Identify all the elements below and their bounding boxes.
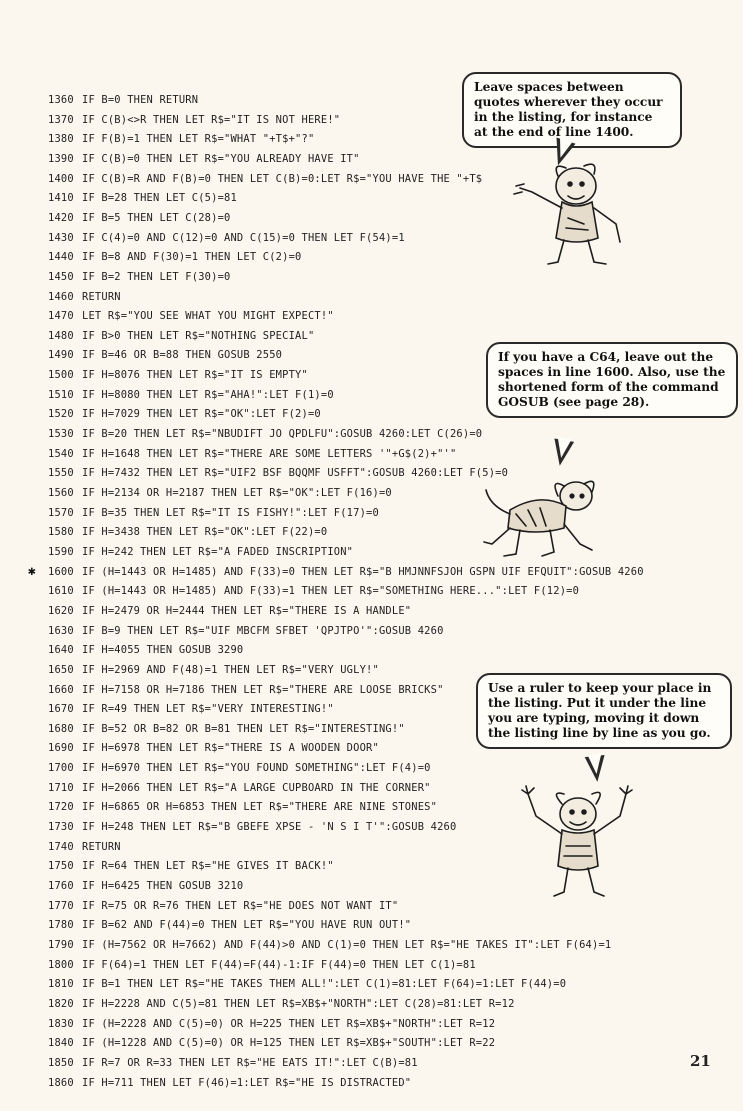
line-code: IF H=2134 OR H=2187 THEN LET R$="OK":LET F(16)=0	[82, 487, 392, 499]
tip-text: If you have a C64, leave out the spaces in line 1600. Also, use the shortened form of the command GOSUB (see page 28).	[498, 350, 726, 409]
line-code: LET R$="YOU SEE WHAT YOU MIGHT EXPECT!"	[82, 310, 334, 323]
line-number: 1450	[48, 270, 74, 283]
line-number: 1800	[48, 958, 74, 971]
tip-text: Use a ruler to keep your place in the listing. Put it under the line you are typing, moving it down the listing line by line as you go.	[488, 681, 712, 740]
line-code: IF H=6425 THEN GOSUB 3210	[82, 880, 244, 892]
line-number: 1630	[48, 624, 74, 637]
line-number: 1380	[48, 133, 74, 146]
line-code: IF (H=7562 OR H=7662) AND F(44)>0 AND C(1)=0 THEN LET R$="HE TAKES IT":LET F(64)=1	[82, 938, 612, 951]
line-number: 1820	[48, 997, 74, 1010]
line-number: 1430	[48, 231, 74, 244]
line-number: 1490	[48, 349, 74, 362]
line-code: IF C(B)=R AND F(B)=0 THEN LET C(B)=0:LET R$="YOU HAVE THE "+T$	[82, 172, 483, 185]
line-code: IF B=35 THEN LET R$="IT IS FISHY!":LET F(17)=0	[82, 506, 379, 519]
line-code: IF H=711 THEN LET F(46)=1:LET R$="HE IS DISTRACTED"	[82, 1076, 412, 1089]
line-number: 1370	[48, 113, 74, 126]
line-code: IF H=248 THEN LET R$="B GBEFE XPSE - 'N S I T'":GOSUB 4260	[82, 821, 457, 834]
line-code: IF H=3438 THEN LET R$="OK":LET F(22)=0	[82, 526, 328, 539]
line-code: IF B=5 THEN LET C(28)=0	[82, 211, 231, 224]
line-code: IF R=7 OR R=33 THEN LET R$="HE EATS IT!":LET C(B)=81	[82, 1056, 418, 1069]
line-number: 1780	[48, 919, 74, 932]
line-number: 1550	[48, 467, 74, 480]
line-code: IF B=28 THEN LET C(5)=81	[82, 192, 237, 205]
line-number: 1660	[48, 683, 74, 696]
line-code: IF H=8080 THEN LET R$="AHA!":LET F(1)=0	[82, 388, 334, 401]
line-number: 1540	[48, 447, 74, 460]
line-number: 1650	[48, 663, 74, 676]
tip-bubble-ruler	[476, 673, 732, 749]
line-number: 1810	[48, 978, 74, 991]
line-code: IF C(B)=0 THEN LET R$="YOU ALREADY HAVE IT"	[82, 152, 360, 165]
line-number: 1760	[48, 880, 74, 892]
line-code: IF H=7158 OR H=7186 THEN LET R$="THERE ARE LOOSE BRICKS"	[82, 683, 444, 696]
line-code: IF H=4055 THEN GOSUB 3290	[82, 644, 244, 657]
line-code: IF R=75 OR R=76 THEN LET R$="HE DOES NOT WANT IT"	[82, 899, 399, 912]
line-number: 1530	[48, 428, 74, 441]
line-number: 1410	[48, 192, 74, 205]
line-code: IF B=62 AND F(44)=0 THEN LET R$="YOU HAVE RUN OUT!"	[82, 919, 412, 932]
line-code: IF (H=1443 OR H=1485) AND F(33)=1 THEN LET R$="SOMETHING HERE...":LET F(12)=0	[82, 585, 580, 598]
line-number: 1850	[48, 1056, 74, 1069]
line-number: 1770	[48, 899, 74, 912]
line-code: IF H=2479 OR H=2444 THEN LET R$="THERE IS A HANDLE"	[82, 604, 412, 617]
line-number: 1700	[48, 762, 74, 775]
tip-bubble-tail	[550, 438, 574, 467]
line-code: IF B=9 THEN LET R$="UIF MBCFM SFBET 'QPJTPO'":GOSUB 4260	[82, 624, 444, 637]
line-number: 1400	[48, 172, 74, 185]
line-number: 1510	[48, 388, 74, 401]
line-number: 1730	[48, 821, 74, 834]
line-code: IF H=7029 THEN LET R$="OK":LET F(2)=0	[82, 408, 321, 421]
line-number: 1610	[48, 585, 74, 598]
line-number: 1360	[48, 94, 74, 106]
line-code: IF B=2 THEN LET F(30)=0	[82, 270, 231, 283]
line-code: IF H=8076 THEN LET R$="IT IS EMPTY"	[82, 369, 308, 382]
tip-bubble-spaces	[462, 72, 682, 148]
star-marker-icon: ✱	[28, 563, 37, 579]
line-code: IF H=2066 THEN LET R$="A LARGE CUPBOARD IN THE CORNER"	[82, 781, 431, 794]
tip-text: Leave spaces between quotes wherever they occur in the listing, for instance at the end of line 1400.	[474, 80, 663, 139]
line-number: 1740	[48, 840, 74, 853]
line-number: 1560	[48, 487, 74, 499]
line-number: 1690	[48, 742, 74, 755]
line-number: 1590	[48, 545, 74, 558]
line-code: IF C(4)=0 AND C(12)=0 AND C(15)=0 THEN LET F(54)=1	[82, 231, 405, 244]
goblin-arms-raised-illustration	[514, 780, 644, 900]
line-code: IF C(B)<>R THEN LET R$="IT IS NOT HERE!"	[82, 113, 341, 126]
line-code: IF H=2228 AND C(5)=81 THEN LET R$=XB$+"NORTH":LET C(28)=81:LET R=12	[82, 997, 515, 1010]
line-number: 1670	[48, 703, 74, 716]
tip-bubble-c64	[486, 342, 738, 418]
line-code: IF F(B)=1 THEN LET R$="WHAT "+T$+"?"	[82, 133, 315, 146]
line-number: 1570	[48, 506, 74, 519]
line-code: IF F(64)=1 THEN LET F(44)=F(44)-1:IF F(44)=0 THEN LET C(1)=81	[82, 958, 476, 971]
line-number: 1790	[48, 938, 74, 951]
line-code: IF B=8 AND F(30)=1 THEN LET C(2)=0	[82, 251, 302, 264]
line-number: 1440	[48, 251, 74, 264]
line-number: 1860	[48, 1076, 74, 1089]
line-number: 1620	[48, 604, 74, 617]
line-number: 1600	[48, 565, 74, 578]
line-code: IF (H=1228 AND C(5)=0) OR H=125 THEN LET R$=XB$+"SOUTH":LET R=22	[82, 1037, 496, 1050]
line-number: 1470	[48, 310, 74, 323]
line-number: 1500	[48, 369, 74, 382]
line-code: IF H=6970 THEN LET R$="YOU FOUND SOMETHING":LET F(4)=0	[82, 762, 431, 775]
line-code: IF H=242 THEN LET R$="A FADED INSCRIPTION"	[82, 545, 354, 558]
goblin-pointing-illustration	[512, 158, 642, 268]
line-code: IF B>0 THEN LET R$="NOTHING SPECIAL"	[82, 329, 315, 342]
line-number: 1750	[48, 860, 74, 873]
line-code: IF B=0 THEN RETURN	[82, 94, 199, 106]
line-number: 1830	[48, 1017, 74, 1030]
page-number: 21	[690, 1052, 711, 1070]
line-code: IF H=6865 OR H=6853 THEN LET R$="THERE ARE NINE STONES"	[82, 801, 438, 814]
line-code: RETURN	[82, 290, 121, 303]
line-code: IF B=46 OR B=88 THEN GOSUB 2550	[82, 349, 283, 362]
line-code: IF H=6978 THEN LET R$="THERE IS A WOODEN DOOR"	[82, 742, 379, 755]
line-code: IF H=1648 THEN LET R$="THERE ARE SOME LETTERS '"+G$(2)+"'"	[82, 447, 457, 460]
line-number: 1720	[48, 801, 74, 814]
line-code: IF B=20 THEN LET R$="NBUDIFT JO QPDLFU":GOSUB 4260:LET C(26)=0	[82, 428, 483, 441]
line-number: 1390	[48, 152, 74, 165]
line-number: 1710	[48, 781, 74, 794]
line-number: 1680	[48, 722, 74, 735]
line-code: IF B=1 THEN LET R$="HE TAKES THEM ALL!":LET C(1)=81:LET F(64)=1:LET F(44)=0	[82, 978, 567, 991]
line-number: 1480	[48, 329, 74, 342]
line-number: 1520	[48, 408, 74, 421]
line-number: 1580	[48, 526, 74, 539]
line-code: IF (H=1443 OR H=1485) AND F(33)=0 THEN LET R$="B HMJNNFSJOH GSPN UIF EFQUIT":GOSUB 4260	[82, 565, 644, 578]
line-code: IF R=49 THEN LET R$="VERY INTERESTING!"	[82, 703, 334, 716]
line-number: 1460	[48, 290, 74, 303]
goblin-crawling-illustration	[480, 470, 620, 560]
tip-bubble-tail	[585, 755, 608, 783]
line-code: IF (H=2228 AND C(5)=0) OR H=225 THEN LET R$=XB$+"NORTH":LET R=12	[82, 1017, 496, 1030]
line-code: IF H=7432 THEN LET R$="UIF2 BSF BQQMF USFFT":GOSUB 4260:LET F(5)=0	[82, 467, 509, 480]
line-number: 1420	[48, 211, 74, 224]
line-code: RETURN	[82, 840, 121, 853]
line-number: 1840	[48, 1037, 74, 1050]
line-code: IF B=52 OR B=82 OR B=81 THEN LET R$="INTERESTING!"	[82, 722, 405, 735]
line-code: IF H=2969 AND F(48)=1 THEN LET R$="VERY UGLY!"	[82, 663, 379, 676]
line-number: 1640	[48, 644, 74, 657]
line-code: IF R=64 THEN LET R$="HE GIVES IT BACK!"	[82, 860, 334, 873]
